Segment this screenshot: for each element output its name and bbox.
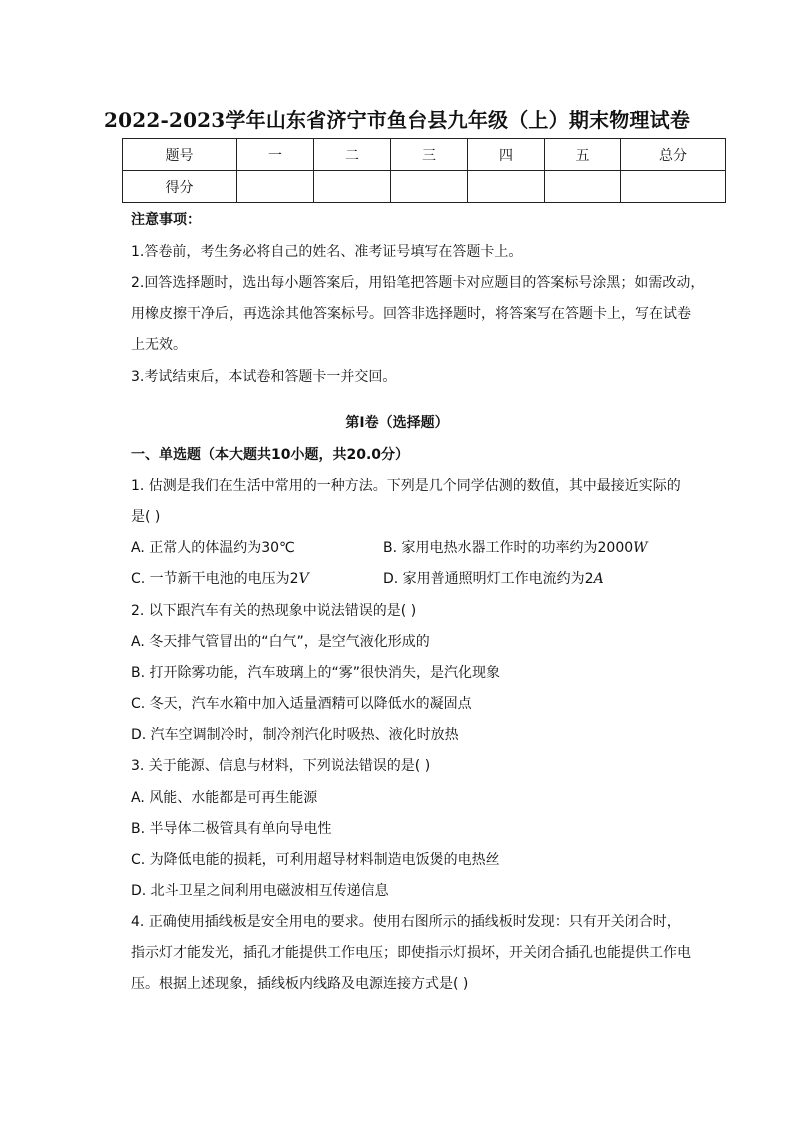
question-4-line: 4. 正确使用插线板是安全用电的要求。使用右图所示的插线板时发现：只有开关闭合时， <box>131 914 681 930</box>
question-3-option: A. 风能、水能都是可再生能源 <box>131 790 318 806</box>
option-text: B. 家用电热水器工作时的功率约为2000 <box>383 540 634 556</box>
score-row-label: 得分 <box>123 171 237 203</box>
question-2-option: D. 汽车空调制冷时，制冷剂汽化时吸热、液化时放热 <box>131 727 459 743</box>
score-table-header-cell: 总分 <box>621 139 726 171</box>
score-table-header-cell: 四 <box>468 139 545 171</box>
score-cell <box>621 171 726 203</box>
question-3-option: D. 北斗卫星之间利用电磁波相互传递信息 <box>131 883 389 899</box>
score-table-header-cell: 三 <box>391 139 468 171</box>
notice-item: 2.回答选择题时，选出每小题答案后，用铅笔把答题卡对应题目的答案标号涂黑；如需改动， <box>131 275 705 291</box>
option-unit: A <box>593 571 604 587</box>
question-1-line: 1. 估测是我们在生活中常用的一种方法。下列是几个同学估测的数值，其中最接近实际的 <box>131 478 681 494</box>
option-unit: W <box>633 540 648 556</box>
question-3-line: 3. 关于能源、信息与材料，下列说法错误的是( ) <box>131 758 431 774</box>
option-text: C. 一节新干电池的电压为2 <box>131 571 299 587</box>
notice-heading: 注意事项： <box>131 212 201 228</box>
score-table-header-row <box>123 139 726 171</box>
exam-title: 2022-2023学年山东省济宁市鱼台县九年级（上）期末物理试卷 <box>103 108 691 132</box>
score-table-header-cell: 题号 <box>123 139 237 171</box>
question-1-option-c <box>131 568 309 588</box>
score-table-score-row <box>123 171 726 203</box>
part-heading: 一、单选题（本大题共10小题，共20.0分） <box>131 447 410 463</box>
question-1-option-d <box>383 568 604 588</box>
question-2-option: A. 冬天排气管冒出的“白气”，是空气液化形成的 <box>131 634 430 650</box>
score-cell <box>545 171 621 203</box>
question-4-line: 压。根据上述现象，插线板内线路及电源连接方式是( ) <box>131 976 469 992</box>
score-table-header-cell: 五 <box>545 139 621 171</box>
option-text: D. 家用普通照明灯工作电流约为2 <box>383 571 594 587</box>
question-2-line: 2. 以下跟汽车有关的热现象中说法错误的是( ) <box>131 603 417 619</box>
score-table-header-cell: 二 <box>314 139 391 171</box>
question-3-option: B. 半导体二极管具有单向导电性 <box>131 821 332 837</box>
question-4-line: 指示灯才能发光，插孔才能提供工作电压；即使指示灯损坏，开关闭合插孔也能提供工作电 <box>131 945 691 961</box>
score-cell <box>314 171 391 203</box>
notice-item: 1.答卷前，考生务必将自己的姓名、准考证号填写在答题卡上。 <box>131 244 523 260</box>
question-1-option-b <box>383 537 648 557</box>
score-cell <box>391 171 468 203</box>
score-table-header-cell: 一 <box>237 139 314 171</box>
score-cell <box>237 171 314 203</box>
question-2-option: B. 打开除雾功能，汽车玻璃上的“雾”很快消失，是汽化现象 <box>131 665 501 681</box>
question-1-option-a: A. 正常人的体温约为30℃ <box>131 540 295 556</box>
question-2-option: C. 冬天，汽车水箱中加入适量酒精可以降低水的凝固点 <box>131 696 472 712</box>
score-cell <box>468 171 545 203</box>
notice-item: 用橡皮擦干净后，再选涂其他答案标号。回答非选择题时，将答案写在答题卡上，写在试卷 <box>131 306 691 322</box>
question-3-option: C. 为降低电能的损耗，可利用超导材料制造电饭煲的电热丝 <box>131 852 500 868</box>
notice-item: 3.考试结束后，本试卷和答题卡一并交回。 <box>131 369 397 385</box>
question-1-line: 是( ) <box>131 509 161 525</box>
notice-item: 上无效。 <box>131 337 187 353</box>
section-title: 第Ⅰ卷（选择题） <box>345 415 449 431</box>
option-unit: V <box>298 571 309 587</box>
score-table <box>122 138 726 203</box>
